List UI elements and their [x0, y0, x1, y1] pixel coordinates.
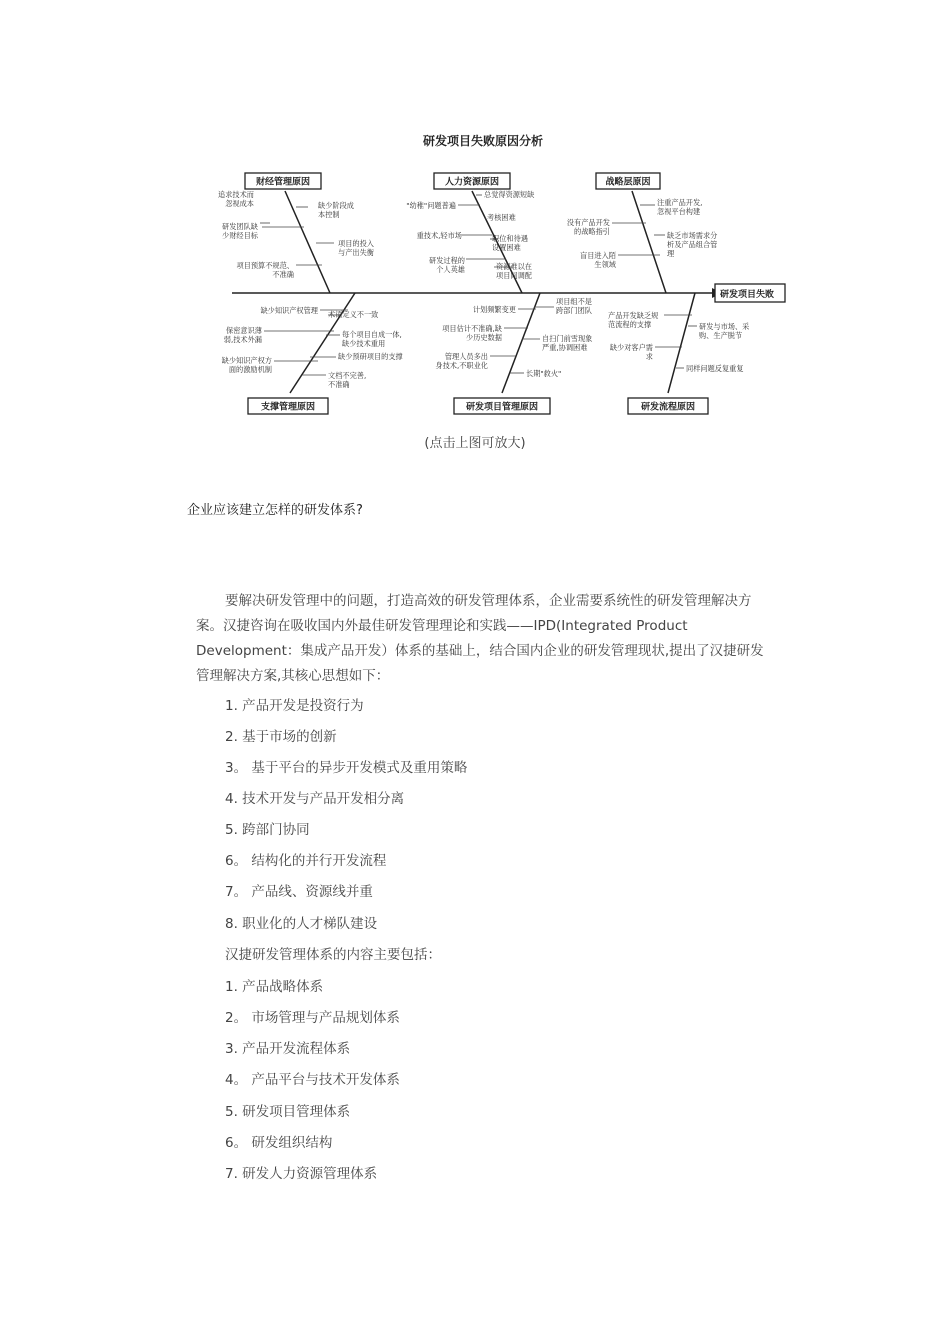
- category-label: 财经管理原因: [255, 177, 311, 188]
- cause-label: 缺少预研项目的支撑: [338, 352, 403, 361]
- cause-label: 缺少对客户需求: [609, 343, 653, 361]
- cause-label: 项目的投入与产出失衡: [338, 239, 374, 257]
- cause-label: 盲目进入陌生领域: [580, 251, 616, 269]
- cause-label: 研发与市场、采购、生产脱节: [699, 322, 750, 340]
- cause-label: 没有产品开发的战略指引: [566, 218, 610, 236]
- category-label: 战略层原因: [605, 177, 651, 188]
- core-idea-item: 1. 产品开发是投资行为: [225, 698, 364, 714]
- content-item: 2。 市场管理与产品规划体系: [225, 1010, 400, 1026]
- cause-label: 资源难以在项目间调配: [496, 262, 532, 280]
- figure-caption: (点击上图可放大): [424, 436, 526, 451]
- intro-paragraph: 要解决研发管理中的问题，打造高效的研发管理体系，企业需要系统性的研发管理解决方案。汉捷咨询在吸收国内外最佳研发管理理论和实践——IPD(Integrated Product Development：集成产品开发）体系的基础上，结合国内企业的研发管理现状,提出了汉捷研发管理解决方案,其核心思想如下：: [196, 593, 764, 684]
- cause-label: 总觉得资源短缺: [484, 190, 535, 199]
- core-idea-item: 2. 基于市场的创新: [225, 729, 337, 745]
- cause-label: 产品开发缺乏规范流程的支撑: [608, 311, 659, 329]
- category-label: 人力资源原因: [444, 177, 500, 188]
- cause-label: 管理人员多出身技术,不职业化: [435, 352, 488, 370]
- cause-label: 文档不完善,不准确: [328, 371, 367, 389]
- cause-label: 每个项目自成一体,缺少技术重用: [342, 330, 402, 348]
- cause-label: 计划频繁变更: [472, 305, 516, 314]
- fishbone-diagram[interactable]: [200, 125, 790, 425]
- contents-intro: 汉捷研发管理体系的内容主要包括：: [225, 947, 441, 963]
- content-item: 7. 研发人力资源管理体系: [225, 1166, 378, 1182]
- fishbone-svg: [200, 125, 790, 425]
- cause-label: 缺少阶段成本控制: [318, 201, 354, 219]
- content-item: 1. 产品战略体系: [225, 979, 324, 995]
- cause-label: 缺少知识产权方面的激励机制: [221, 356, 272, 374]
- cause-label: "幼稚"问题普遍: [406, 201, 456, 210]
- cause-label: 缺乏市场需求分析及产品组合管理: [667, 231, 718, 258]
- core-idea-item: 3。 基于平台的异步开发模式及重用策略: [225, 760, 468, 776]
- core-idea-item: 6。 结构化的并行开发流程: [225, 853, 387, 869]
- core-idea-item: 4. 技术开发与产品开发相分离: [225, 791, 405, 807]
- cause-label: 项目预算不规范、不准确: [236, 261, 294, 279]
- cause-label: 同样问题反复重复: [686, 364, 744, 373]
- cause-label: 重技术,轻市场: [416, 231, 462, 240]
- head-label: 研发项目失败: [720, 290, 775, 300]
- cause-label: 追求技术而忽视成本: [218, 190, 254, 208]
- content-item: 5. 研发项目管理体系: [225, 1104, 351, 1120]
- cause-label: 项目估计不准确,缺少历史数据: [442, 324, 502, 342]
- category-label: 研发项目管理原因: [465, 402, 539, 413]
- cause-label: 研发过程的个人英雄: [429, 256, 465, 274]
- category-label: 支撑管理原因: [260, 402, 316, 413]
- cause-label: 考核困难: [487, 213, 516, 222]
- cause-label: 项目组不是跨部门团队: [556, 297, 592, 315]
- core-idea-item: 8. 职业化的人才梯队建设: [225, 916, 378, 932]
- content-item: 3. 产品开发流程体系: [225, 1041, 351, 1057]
- diagram-title: 研发项目失败原因分析: [422, 134, 544, 148]
- content-item: 6。 研发组织结构: [225, 1135, 333, 1151]
- bone-line: [668, 293, 695, 393]
- cause-label: 研发团队缺少财经目标: [222, 222, 258, 240]
- core-idea-item: 5. 跨部门协同: [225, 822, 310, 838]
- section-question: 企业应该建立怎样的研发体系?: [187, 503, 363, 518]
- content-item: 4。 产品平台与技术开发体系: [225, 1072, 400, 1088]
- cause-label: 长期"救火": [526, 369, 562, 378]
- core-idea-item: 7。 产品线、资源线并重: [225, 884, 373, 900]
- cause-label: 保密意识薄弱,技术外漏: [223, 326, 262, 344]
- cause-label: 职位和待遇设置困难: [492, 234, 528, 252]
- category-label: 研发流程原因: [640, 402, 696, 413]
- cause-label: 术语定义不一致: [328, 310, 379, 319]
- cause-label: 注重产品开发,忽视平台构建: [657, 198, 703, 216]
- cause-label: 缺少知识产权管理: [260, 306, 318, 315]
- cause-label: 自扫门前雪现象严重,协调困难: [542, 334, 593, 352]
